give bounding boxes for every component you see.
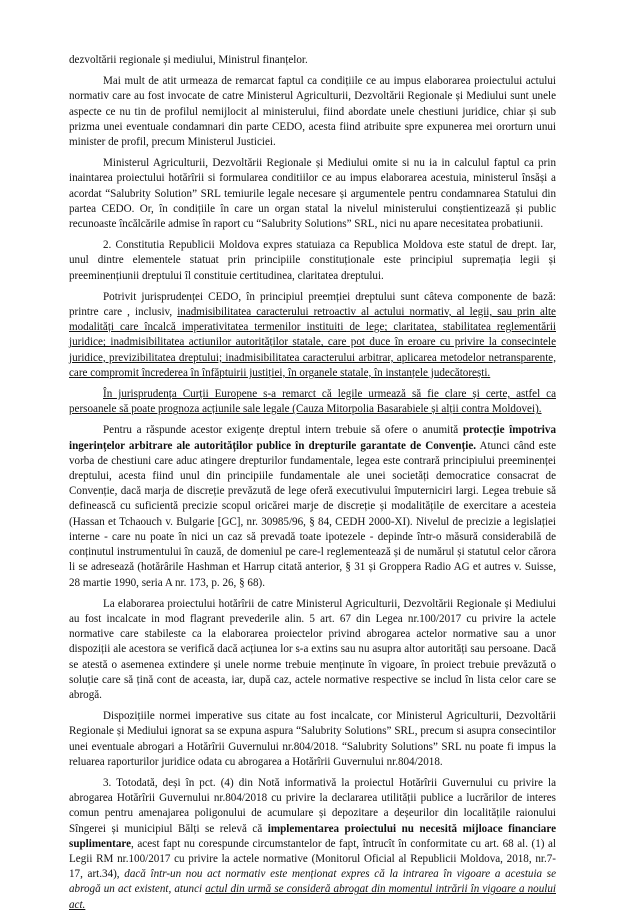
italic-text: dacă într-un nou act normativ este menționat expres că la intrarea în vigoare a acestuia se abrogă un act existent, atunci [69,868,557,896]
text-segment: , acest fapt nu corespunde circumstantelor de fapt, întrucît în conformitate cu art. 68 al. (1) al Legii RM nr.100/2017 cu privire la actele normative (Monitorul Oficial al Republicii Moldova, 2018, nr.7-17, art.34), [69,837,556,881]
paragraph-protection [69,423,556,590]
paragraph-ministry-omission: Ministerul Agriculturii, Dezvoltării Regionale și Mediului omite si nu ia in calculul faptul ca prin inaintarea proiectului hotărîrii si formularea conditiilor ce au impus elaborarea acestuia, ministerul însăși a acordat “Salubrity Solution” SRL temiurile legale necesare și argumentele pentru condamnarea Statului din partea CEDO. Or, în condițiile în care un organ statal la nivelul ministerului conștientizează și public recunoaste încălcările admise în raport cu “Salubrity Solutions” SRL, nici nu apare necesitatea probatiunii. [69,157,556,231]
text-segment: Pentru a răspunde acestor exigențe dreptul intern trebuie să ofere o anumită [103,424,463,437]
italic-underlined-text: actul din urmă se consideră abrogat din momentul intrării în vigoare a noului act. [69,883,556,911]
paragraph-continuation: dezvoltării regionale și mediului, Ministrul finanțelor. [69,54,308,66]
paragraph-competence: Mai mult de atit urmeaza de remarcat faptul ca condițiile ce au impus elaborarea proiectului actului normativ care au fost invocate de catre Ministerul Agriculturii, Dezvoltării Regionale și Mediului sunt unele aspecte ce nu tin de profilul nemijlocit al ministerului, fiind abordate unele chestiuni juridice, chiar și sub prizma unei eventuale condamnari din parte CEDO, acesta fiind atribuite spre expunerea mei ororturn unui minister de profil, precum Ministerul Justiciei. [69,75,556,149]
paragraph-financial-note [69,776,556,913]
bold-text: protecție împotriva ingerințelor arbitrare ale autorităților publice în drepturile garantate de Convenție. [69,424,556,452]
paragraph-cedo-jurisprudence [69,290,556,381]
bold-text: implementarea proiectului nu necesită mijloace financiare suplimentare [69,822,556,850]
underlined-text: În jurisprudența Curții Europene s-a remarct că legile urmează să fie clare și certe, astfel ca persoanele să poate prognoza acțiunile sale legale (Cauza Mitorpolia Basarabiele și alții contra Moldovei). [69,388,556,416]
text-segment: Atunci când este vorba de chestiuni care aduc atingere drepturilor fundamentale, legea este contrară principiului preeminenței dreptului, acesta fiind unul din principiile fundamentale ale unei societăți democratice consacrat de Convenție, dacă marja de discreție prevăzută de lege oferă executivului împuterniciri largi. Legea trebuie să definească cu suficientă precizie scopul oricărei marje de discreție și modalitățile de exercitare a acesteia (Hassan et Tchaouch v. Bulgarie [GC], nr. 30985/96, § 84, CEDH 2000-XI). Nivelul de precizie a legislației interne - care nu poate în nici un caz să prevadă toate ipotezele - depinde într-o măsură considerabilă de conținutul instrumentului în cauză, de domeniul pe care-l reglementează și de numărul și statutul celor cărora li se adresează (hotărârile Hashman et Harrup citată anterior, § 31 și Groppera Radio AG et autres v. Suisse, 28 martie 1990, seria A nr. 173, p. 26, § 68). [69,439,557,589]
underlined-text: inadmisibilitatea caracterului retroactiv al actului normativ, al legii, sau prin alte modalități care încalcă imperativitatea termenilor instituiti de lege; claritatea, stabilitatea reglementării juridice; inadmisibilitatea actiunilor autorităților statale, care pot duce în eroare cu privire la consecintele juridice, previzibilitatea dreptului; inadmisibilitatea caracterului arbitrar, aplicarea metodelor netransparente, care compromit încrederea în înfăptuirii justiției, în organele statale, în instanțele judecătorești. [69,306,556,379]
paragraph-imperative-norm: Dispozițiile normei imperative sus citate au fost incalcate, cor Ministerul Agriculturii, Dezvoltării Regionale și Mediului ignorat sa se expuna aspura “Salubrity Solutions” SRL, precum si asupra consecintilor unei eventuale abrogari a Hotărîrii Guvernului nr.804/2018. “Salubrity Solutions” SRL nu poate fi impus la reluarea raporturilor juridice odata cu abrogarea a Hotărîrii Guvernului nr.804/2018. [69,710,556,768]
paragraph-constitution: 2. Constitutia Republicii Moldova expres statuiaza ca Republica Moldova este statul de drept. Iar, unul dintre elementele statuat prin principiile constituționale este principiul supremația legii și preeminențiunii dreptului îl constituie certitudinea, claritatea dreptului. [69,239,556,282]
paragraph-law-violation: La elaborarea proiectului hotărîrii de catre Ministerul Agriculturii, Dezvoltării Regionale și Mediului au fost incalcate in mod flagrant prevederile alin. 5 art. 67 din Legea nr.100/2017 cu privire la actele normative care stabileste ca la elaborarea proiectelor privind abrogarea actelor normative sau a unor dispoziții ale acestora se verifică dacă acțiunea lor s-a extins sau nu asupra altor autorități sau persoane. Dacă se atestă o asemenea extindere și unele norme trebuie menținute în vigoare, în proiect trebuie prevăzută o soluție care să țină cont de aceasta, iar, după caz, actele normative respective se includ în lista celor care se abrogă. [69,597,556,701]
paragraph-european-court [69,387,556,417]
text-segment: Potrivit jurisprudenței CEDO, în principiul preemției dreptului sunt câteva componente de bază: printre care , inclusiv, [69,290,556,319]
text-segment: 3. Totodată, deși în pct. (4) din Notă informativă la proiectul Hotărîrii Guvernului cu privire la abrogarea Hotărîrii Guvernului nr.804/2018 cu privire la declararea utilității publice a lucrărilor de interes comun pentru amenajarea poligonului de acumulare și depozitare a deșeurilor din localitățile raionului Sîngerei și municipiul Bălți se relevă că [69,776,556,835]
